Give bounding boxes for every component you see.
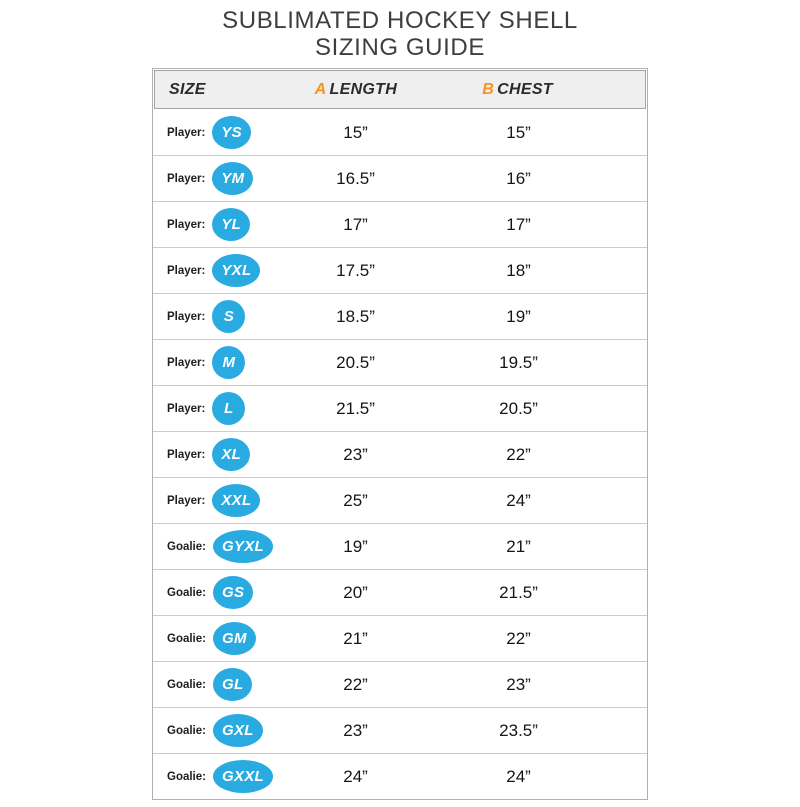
size-badge: YL <box>212 208 250 241</box>
chest-value: 23” <box>506 674 531 694</box>
column-header-size: SIZE <box>169 80 206 98</box>
player-type-label: Player: <box>167 402 206 415</box>
length-value: 25” <box>343 490 368 510</box>
table-header-row <box>154 70 646 109</box>
size-cell <box>153 576 281 609</box>
table-row <box>153 477 647 523</box>
length-value: 20” <box>343 582 368 602</box>
page-title-line1: SUBLIMATED HOCKEY SHELL <box>222 7 578 34</box>
size-badge: L <box>212 392 245 425</box>
chest-value: 21.5” <box>499 582 538 602</box>
size-cell <box>153 116 281 149</box>
size-cell <box>153 346 281 379</box>
size-cell <box>153 300 281 333</box>
size-badge: YM <box>212 162 253 195</box>
player-type-label: Player: <box>167 218 206 231</box>
size-badge: GS <box>213 576 253 609</box>
player-type-label: Player: <box>167 494 206 507</box>
chest-value: 24” <box>506 766 531 786</box>
goalie-type-label: Goalie: <box>167 586 206 599</box>
length-value: 20.5” <box>336 352 375 372</box>
chest-value: 17” <box>506 214 531 234</box>
table-row <box>153 615 647 661</box>
chest-header-label: CHEST <box>497 80 553 98</box>
length-value: 21.5” <box>336 398 375 418</box>
player-type-label: Player: <box>167 448 206 461</box>
length-value: 17.5” <box>336 260 375 280</box>
player-type-label: Player: <box>167 172 206 185</box>
sizing-table <box>152 68 648 800</box>
table-row <box>153 201 647 247</box>
length-value: 17” <box>343 214 368 234</box>
chest-value: 18” <box>506 260 531 280</box>
chest-letter-marker: B <box>482 80 495 98</box>
size-badge: YXL <box>212 254 260 287</box>
table-row <box>153 661 647 707</box>
length-letter-marker: A <box>314 80 327 98</box>
table-row <box>153 110 647 155</box>
size-cell <box>153 484 281 517</box>
size-cell <box>153 208 281 241</box>
player-type-label: Player: <box>167 356 206 369</box>
table-row <box>153 293 647 339</box>
goalie-type-label: Goalie: <box>167 540 206 553</box>
size-badge: GM <box>213 622 256 655</box>
table-row <box>153 431 647 477</box>
goalie-type-label: Goalie: <box>167 678 206 691</box>
table-row <box>153 707 647 753</box>
goalie-type-label: Goalie: <box>167 770 206 783</box>
size-cell <box>153 622 281 655</box>
column-header-chest <box>429 81 605 99</box>
size-badge: XL <box>212 438 250 471</box>
size-cell <box>153 438 281 471</box>
size-cell <box>153 254 281 287</box>
length-value: 24” <box>343 766 368 786</box>
page-title <box>0 7 800 61</box>
size-badge: GYXL <box>213 530 273 563</box>
player-type-label: Player: <box>167 264 206 277</box>
table-row <box>153 523 647 569</box>
size-badge: GL <box>213 668 252 701</box>
length-value: 22” <box>343 674 368 694</box>
size-badge: XXL <box>212 484 260 517</box>
chest-value: 16” <box>506 168 531 188</box>
chest-value: 19” <box>506 306 531 326</box>
table-row <box>153 247 647 293</box>
size-cell <box>153 668 281 701</box>
length-value: 23” <box>343 444 368 464</box>
size-badge: YS <box>212 116 251 149</box>
chest-value: 21” <box>506 536 531 556</box>
length-value: 19” <box>343 536 368 556</box>
size-cell <box>153 530 281 563</box>
table-row <box>153 339 647 385</box>
size-cell <box>153 392 281 425</box>
length-value: 16.5” <box>336 168 375 188</box>
chest-value: 22” <box>506 444 531 464</box>
length-value: 21” <box>343 628 368 648</box>
chest-value: 22” <box>506 628 531 648</box>
table-row <box>153 569 647 615</box>
size-badge: GXL <box>213 714 263 747</box>
length-header-label: LENGTH <box>329 80 398 98</box>
goalie-type-label: Goalie: <box>167 724 206 737</box>
size-cell <box>153 714 281 747</box>
length-value: 15” <box>343 122 368 142</box>
size-cell <box>153 162 281 195</box>
chest-value: 20.5” <box>499 398 538 418</box>
column-header-length <box>282 81 429 99</box>
goalie-type-label: Goalie: <box>167 632 206 645</box>
player-type-label: Player: <box>167 126 206 139</box>
size-badge: S <box>212 300 245 333</box>
player-type-label: Player: <box>167 310 206 323</box>
page-title-line2: SIZING GUIDE <box>315 34 485 61</box>
chest-value: 24” <box>506 490 531 510</box>
table-row <box>153 385 647 431</box>
table-row <box>153 753 647 799</box>
chest-value: 19.5” <box>499 352 538 372</box>
size-badge: GXXL <box>213 760 273 793</box>
size-cell <box>153 760 281 793</box>
length-value: 23” <box>343 720 368 740</box>
size-badge: M <box>212 346 245 379</box>
length-value: 18.5” <box>336 306 375 326</box>
chest-value: 15” <box>506 122 531 142</box>
table-row <box>153 155 647 201</box>
chest-value: 23.5” <box>499 720 538 740</box>
